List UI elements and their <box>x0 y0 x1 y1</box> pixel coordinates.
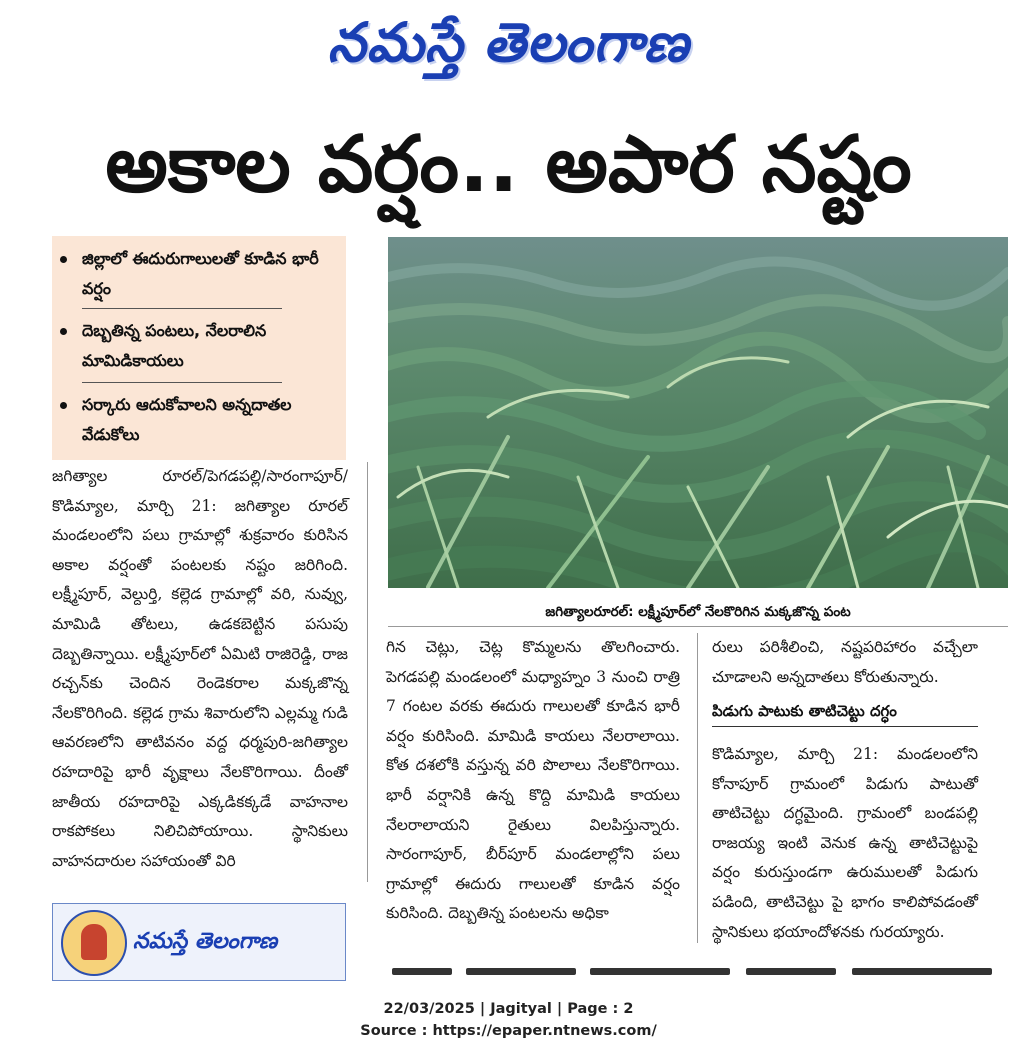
bullet-icon <box>60 402 67 409</box>
promo-banner <box>52 903 346 981</box>
cropped-text-stroke <box>746 968 836 975</box>
photo-caption: జగిత్యాలరూరల్‌: లక్ష్మీపూర్‌లో నేలకొరిగిన మక్కజొన్న పంట <box>545 604 851 620</box>
highlight-divider <box>82 308 282 309</box>
cropped-text-stroke <box>466 968 576 975</box>
highlight-item <box>60 390 338 452</box>
masthead-logo: నమస్తే తెలంగాణ <box>327 10 690 74</box>
article-column-3-top: రులు పరిశీలించి, నష్టపరిహారం వచ్చేలా చూడాలని అన్నదాతలు కోరుతున్నారు. <box>712 638 978 686</box>
highlight-item <box>60 316 338 378</box>
column-divider <box>697 633 698 943</box>
highlight-divider <box>82 382 282 383</box>
cropped-text-stroke <box>392 968 452 975</box>
page-footer <box>0 996 1017 1048</box>
article-column-1: జగిత్యాల రూరల్‌/పెగడపల్లి/సారంగాపూర్‌/కొడిమ్యాల, మార్చి 21: జగిత్యాల రూరల్‌ మండలంలోని పలు గ్రామాల్లో శుక్రవారం కురిసిన అకాల వర్షంతో పంటలకు నష్టం జరిగింది. లక్ష్మీపూర్‌, వెల్దుర్తి, కల్లెడ గ్రామాల్లో వరి, నువ్వు, మామిడి తోటలు, ఉడకబెట్టిన పసుపు దెబ్బతిన్నాయి. లక్ష్మీపూర్‌లో ఏమిటి రాజిరెడ్డి, రాజ రచ్చన్‌కు చెందిన రెండెకరాల మక్కజొన్న నేలకొరిగింది. కల్లెడ గ్రామ శివారులోని ఎల్లమ్మ గుడి ఆవరణలోని తాటివనం వద్ద ధర్మపురి-జగిత్యాల రహదారిపై భారీ వృక్షాలు నేలకొరిగాయి. దీంతో జాతీయ రహదారిపై ఎక్కడికక్కడే వాహనాల రాకపోకలు నిలిచిపోయాయి. స్థానికులు వాహనదారుల సహాయంతో విరి <box>52 467 348 870</box>
next-article-headline-fragment <box>386 960 1006 984</box>
goddess-seal-icon <box>61 910 127 976</box>
crop-damage-photo <box>388 237 1008 588</box>
caption-divider <box>388 626 1008 627</box>
footer-source-link[interactable]: Source : https://epaper.ntnews.com/ <box>360 1023 657 1039</box>
highlights-box <box>52 236 346 460</box>
bullet-icon <box>60 328 67 335</box>
page-headline: అకాల వర్షం.. అపార నష్టం <box>105 120 912 210</box>
maize-field-illustration <box>388 237 1008 588</box>
article-column-2: గిన చెట్లు, చెట్ల కొమ్మలను తొలగించారు. పెగడపల్లి మండలంలో మధ్యాహ్నం 3 నుంచి రాత్రి 7 గంటల వరకు ఈదురు గాలులతో కూడిన భారీ వర్షం కురిసింది. మామిడి కాయలు నేలరాలాయి. కోత దశలోకి వస్తున్న వరి పొలాలు నేలకొరిగాయి. భారీ వర్షానికి ఉన్న కొద్ది మామిడి కాయలు నేలరాలాయని రైతులు విలపిస్తున్నారు. సారంగాపూర్‌, బీర్‌పూర్‌ మండలాల్లోని పలు గ్రామాల్లో ఈదురు గాలులతో కూడిన వర్షం కురిసింది. దెబ్బతిన్న పంటలను అధికా <box>386 638 680 923</box>
cropped-text-stroke <box>590 968 730 975</box>
highlight-text: సర్కారు ఆదుకోవాలని అన్నదాతల వేడుకోలు <box>82 395 292 444</box>
highlight-text: దెబ్బతిన్న పంటలు, నేలరాలిన మామిడికాయలు <box>82 321 267 370</box>
sub-headline: పిడుగు పాటుకు తాటిచెట్టు దగ్ధం <box>712 696 978 727</box>
highlight-item <box>60 244 338 306</box>
article-column-3-bottom: కొడిమ్యాల, మార్చి 21: మండలంలోని కోనాపూర్‌ గ్రామంలో పిడుగు పాటుతో తాటిచెట్టు దగ్ధమైంది. గ్రామంలో బండపల్లి రాజయ్య ఇంటి వెనుక ఉన్న తాటిచెట్టుపై వర్షం కురుస్తుండగా ఉరుములతో పిడుగు పడింది, తాటిచెట్టు పై భాగం కాలిపోవడంతో స్థానికులు భయాందోళనకు గురయ్యారు. <box>712 745 978 941</box>
cropped-text-stroke <box>852 968 992 975</box>
footer-date-page: 22/03/2025 | Jagityal | Page : 2 <box>383 1001 634 1017</box>
bullet-icon <box>60 256 67 263</box>
highlight-text: జిల్లాలో ఈదురుగాలులతో కూడిన భారీ వర్షం <box>82 249 319 298</box>
seal-figure <box>81 924 107 960</box>
promo-title: నమస్తే తెలంగాణ <box>133 928 278 954</box>
column-divider <box>367 462 368 882</box>
